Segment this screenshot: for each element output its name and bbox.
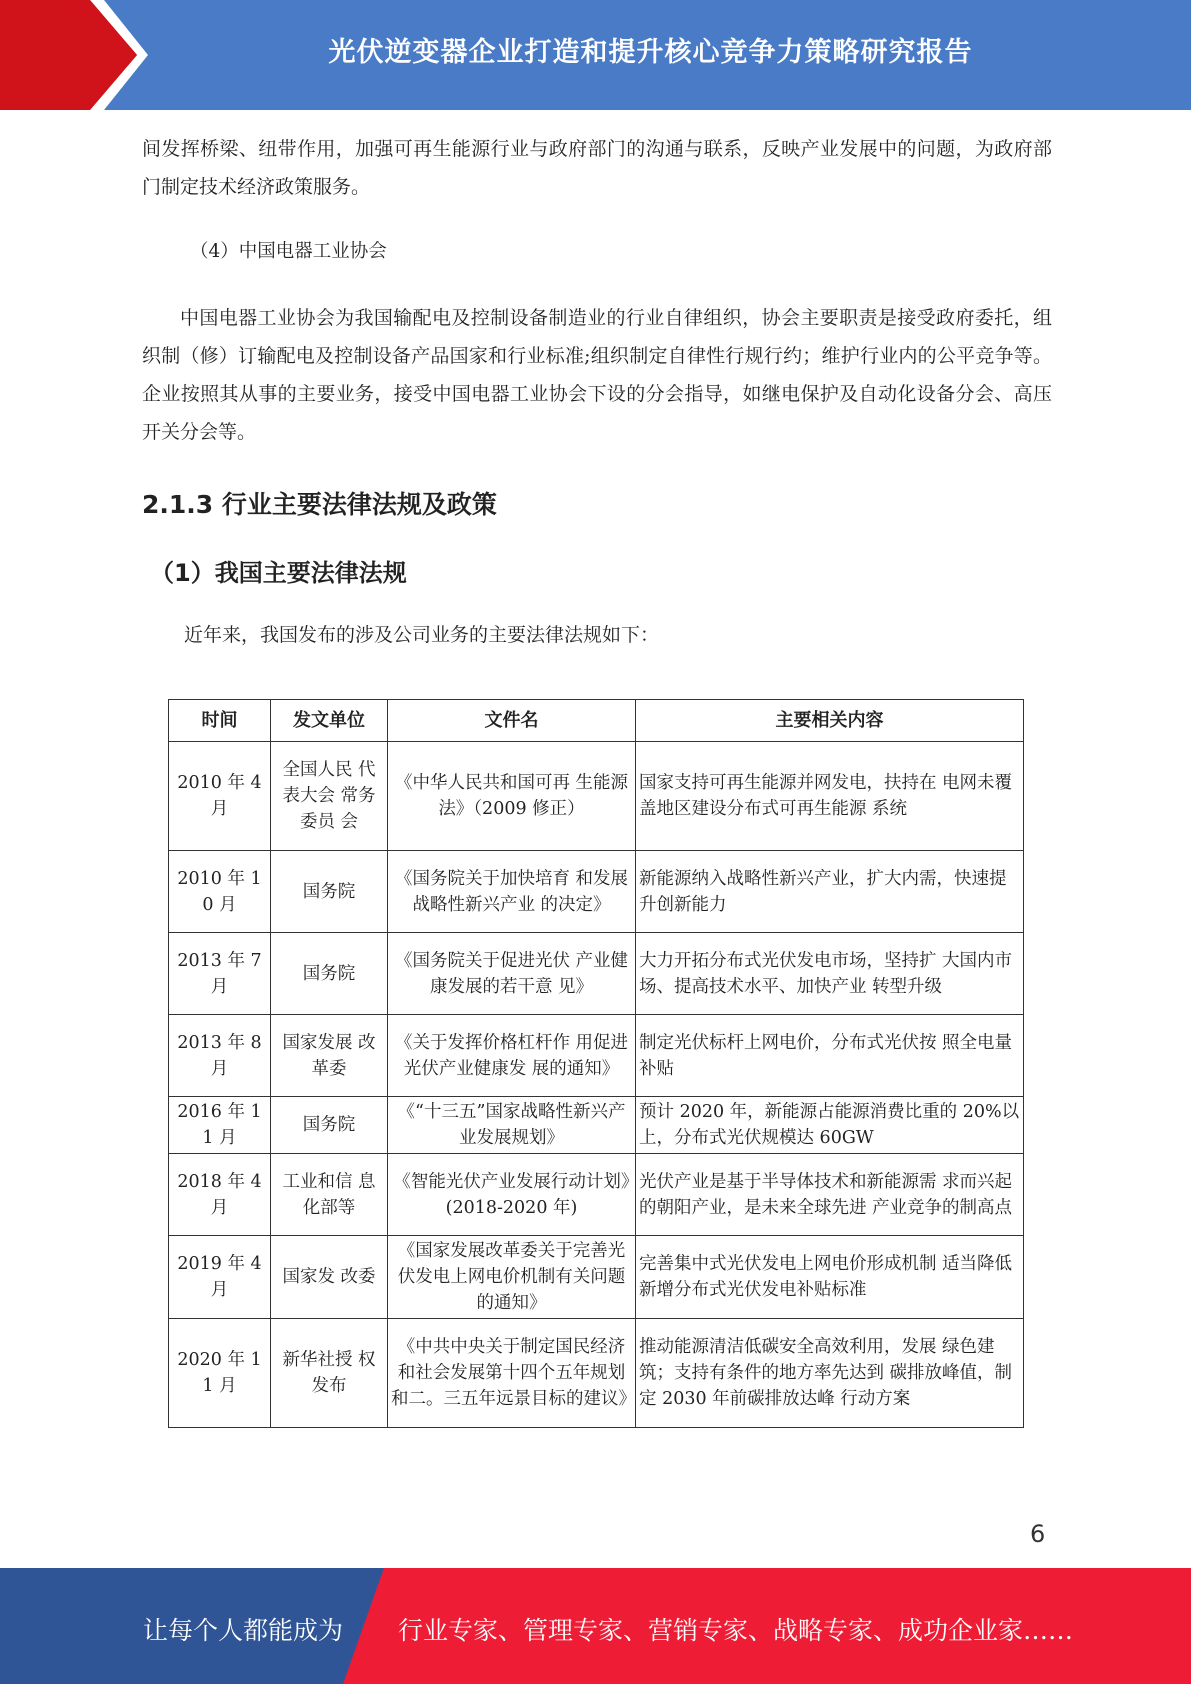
table-row: [169, 1015, 1024, 1097]
table-cell-content: 新能源纳入战略性新兴产业，扩大内需，快速提升创新能力: [636, 851, 1024, 933]
column-header: 发文单位: [271, 700, 388, 742]
subsection-heading: （1）我国主要法律法规: [150, 559, 407, 587]
laws-table: [168, 699, 1024, 1428]
footer-slogan-right: 行业专家、管理专家、营销专家、战略专家、成功企业家……: [398, 1616, 1074, 1645]
page-content: [142, 130, 1052, 654]
column-header: 时间: [169, 700, 271, 742]
table-cell-issuer: 工业和信 息化部等: [271, 1154, 388, 1236]
table-cell-document: 《国家发展改革委关于完善光伏发电上网电价机制有关问题的通知》: [388, 1236, 636, 1319]
column-header: 主要相关内容: [636, 700, 1024, 742]
table-cell-document: 《国务院关于促进光伏 产业健康发展的若干意 见》: [388, 933, 636, 1015]
table-cell-date: 2010 年 4 月: [169, 742, 271, 851]
table-cell-date: 2013 年 8 月: [169, 1015, 271, 1097]
table-cell-document: 《中华人民共和国可再 生能源法》（2009 修正）: [388, 742, 636, 851]
table-cell-content: 推动能源清洁低碳安全高效利用，发展 绿色建筑；支持有条件的地方率先达到 碳排放峰值，制定 2030 年前碳排放达峰 行动方案: [636, 1319, 1024, 1428]
table-cell-date: 2016 年 11 月: [169, 1097, 271, 1154]
table-cell-content: 国家支持可再生能源并网发电，扶持在 电网未覆盖地区建设分布式可再生能源 系统: [636, 742, 1024, 851]
table-row: [169, 1154, 1024, 1236]
table-cell-issuer: 国务院: [271, 851, 388, 933]
table-cell-document: 《国务院关于加快培育 和发展战略性新兴产业 的决定》: [388, 851, 636, 933]
table-cell-date: 2020 年 11 月: [169, 1319, 271, 1428]
table-cell-issuer: 国务院: [271, 933, 388, 1015]
table-cell-content: 完善集中式光伏发电上网电价形成机制 适当降低新增分布式光伏发电补贴标准: [636, 1236, 1024, 1319]
paragraph-association: 中国电器工业协会为我国输配电及控制设备制造业的行业自律组织，协会主要职责是接受政府委托，组织制（修）订输配电及控制设备产品国家和行业标准;组织制定自律性行规行约；维护行业内的公平竞争等。企业按照其从事的主要业务，接受中国电器工业协会下设的分会指导，如继电保护及自动化设备分会、高压开关分会等。: [142, 307, 1052, 443]
table-header-row: [169, 700, 1024, 742]
list-item-heading: （4）中国电器工业协会: [190, 241, 387, 262]
table-row: [169, 1319, 1024, 1428]
page-number: 6: [1030, 1520, 1046, 1548]
table-cell-document: 《“十三五”国家战略性新兴产业发展规划》: [388, 1097, 636, 1154]
table-cell-document: 《智能光伏产业发展行动计划》(2018-2020 年): [388, 1154, 636, 1236]
section-heading: 2.1.3 行业主要法律法规及政策: [142, 490, 497, 519]
table-intro: 近年来，我国发布的涉及公司业务的主要法律法规如下：: [184, 624, 660, 646]
paragraph-continued: 间发挥桥梁、纽带作用，加强可再生能源行业与政府部门的沟通与联系，反映产业发展中的问题，为政府部门制定技术经济政策服务。: [142, 138, 1052, 198]
table-cell-issuer: 新华社授 权发布: [271, 1319, 388, 1428]
table-cell-issuer: 国家发 改委: [271, 1236, 388, 1319]
table-row: [169, 1236, 1024, 1319]
table-cell-content: 光伏产业是基于半导体技术和新能源需 求而兴起的朝阳产业，是未来全球先进 产业竞争的制高点: [636, 1154, 1024, 1236]
table-cell-issuer: 国务院: [271, 1097, 388, 1154]
table-cell-document: 《中共中央关于制定国民经济和社会发展第十四个五年规划和二。三五年远景目标的建议》: [388, 1319, 636, 1428]
table-cell-date: 2019 年 4 月: [169, 1236, 271, 1319]
footer-slogan-left: 让每个人都能成为: [143, 1616, 344, 1645]
table-cell-content: 预计 2020 年，新能源占能源消费比重的 20%以上，分布式光伏规模达 60GW: [636, 1097, 1024, 1154]
table-row: [169, 742, 1024, 851]
table-row: [169, 1097, 1024, 1154]
page-header: [0, 0, 1191, 110]
report-title: 光伏逆变器企业打造和提升核心竞争力策略研究报告: [328, 37, 973, 68]
page-footer: [0, 1568, 1191, 1684]
table-row: [169, 933, 1024, 1015]
table-cell-date: 2013 年 7 月: [169, 933, 271, 1015]
table-cell-content: 大力开拓分布式光伏发电市场，坚持扩 大国内市场、提高技术水平、加快产业 转型升级: [636, 933, 1024, 1015]
table-cell-date: 2018 年 4 月: [169, 1154, 271, 1236]
table-cell-content: 制定光伏标杆上网电价，分布式光伏按 照全电量补贴: [636, 1015, 1024, 1097]
table-row: [169, 851, 1024, 933]
table-cell-issuer: 全国人民 代表大会 常务委员 会: [271, 742, 388, 851]
column-header: 文件名: [388, 700, 636, 742]
table-cell-date: 2010 年 10 月: [169, 851, 271, 933]
table-cell-document: 《关于发挥价格杠杆作 用促进光伏产业健康发 展的通知》: [388, 1015, 636, 1097]
table-cell-issuer: 国家发展 改革委: [271, 1015, 388, 1097]
